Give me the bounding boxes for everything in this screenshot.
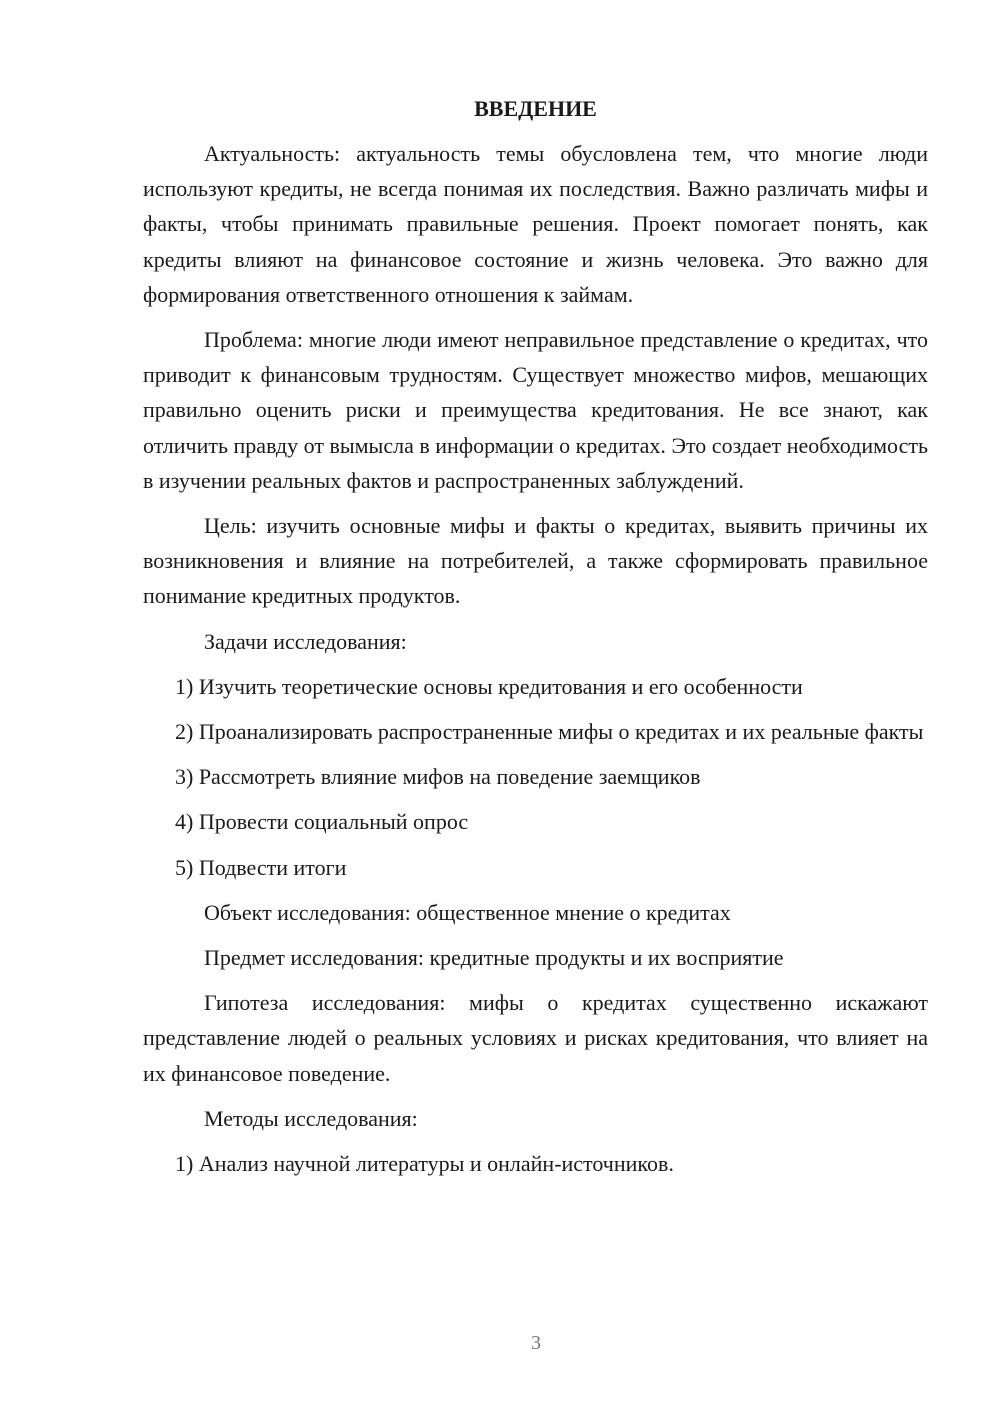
task-item: 2) Проанализировать распространенные мифы о кредитах и их реальные факты	[175, 719, 924, 745]
section-title: ВВЕДЕНИЕ	[474, 96, 597, 121]
research-subject: Предмет исследования: кредитные продукты и их восприятие	[204, 945, 784, 971]
task-item: 4) Провести социальный опрос	[175, 809, 469, 835]
problem-paragraph: Проблема: многие люди имеют неправильное представление о кредитах, что приводит к финансовым трудностям. Существует множество мифов, мешающих правильно оценить риски и преимущества кредитования. Не все знают, как отличить правду от вымысла в информации о кредитах. Это создает необходимость в изучении реальных фактов и распространенных заблуждений.	[143, 327, 928, 493]
methods-heading: Методы исследования:	[204, 1105, 418, 1131]
research-hypothesis: Гипотеза исследования: мифы о кредитах существенно искажают представление людей о реальных условиях и рисках кредитования, что влияет на их финансовое поведение.	[143, 990, 928, 1086]
tasks-heading: Задачи исследования:	[204, 628, 407, 654]
task-item: 1) Изучить теоретические основы кредитования и его особенности	[175, 673, 803, 699]
relevance-paragraph: Актуальность: актуальность темы обусловлена тем, что многие люди используют кредиты, не всегда понимая их последствия. Важно различать мифы и факты, чтобы принимать правильные решения. Проект помогает понять, как кредиты влияют на финансовое состояние и жизнь человека. Это важно для формирования ответственного отношения к займам.	[143, 141, 928, 307]
goal-paragraph: Цель: изучить основные мифы и факты о кредитах, выявить причины их возникновения и влияние на потребителей, а также сформировать правильное понимание кредитных продуктов.	[143, 513, 928, 609]
method-item: 1) Анализ научной литературы и онлайн-источников.	[175, 1151, 674, 1177]
document-content	[143, 94, 928, 1191]
page-number: 3	[531, 1332, 541, 1354]
task-item: 5) Подвести итоги	[175, 854, 347, 880]
research-object: Объект исследования: общественное мнение о кредитах	[204, 899, 731, 925]
task-item: 3) Рассмотреть влияние мифов на поведение заемщиков	[175, 764, 701, 790]
